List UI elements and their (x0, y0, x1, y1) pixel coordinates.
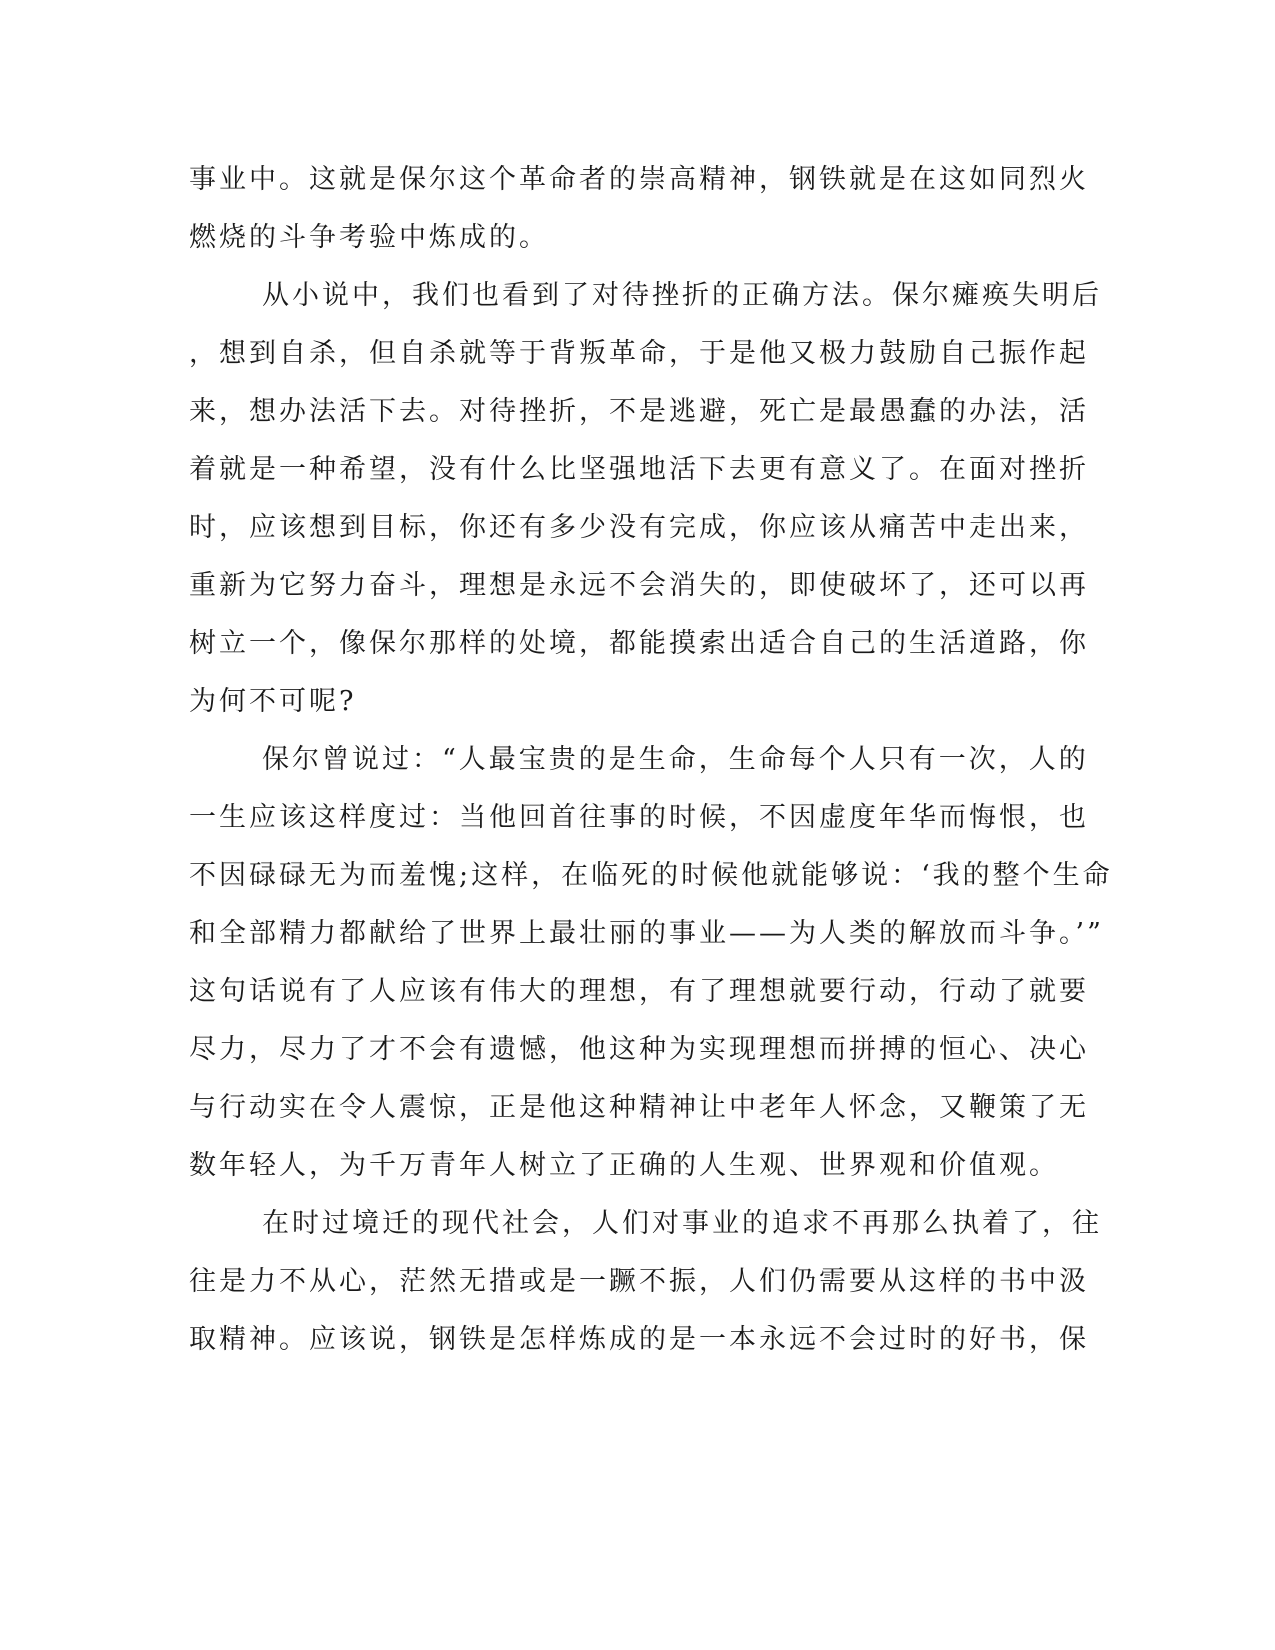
paragraph-line: 重新为它努力奋斗，理想是永远不会消失的，即使破坏了，还可以再 (189, 570, 1089, 601)
paragraph-line: 时，应该想到目标，你还有多少没有完成，你应该从痛苦中走出来， (189, 512, 1089, 543)
paragraph-line: 与行动实在令人震惊，正是他这种精神让中老年人怀念，又鞭策了无 (189, 1092, 1089, 1123)
paragraph-line: 燃烧的斗争考验中炼成的。 (189, 222, 549, 253)
paragraph-line: 尽力，尽力了才不会有遗憾，他这种为实现理想而拼搏的恒心、决心 (189, 1034, 1089, 1065)
paragraph-line: ，想到自杀，但自杀就等于背叛革命，于是他又极力鼓励自己振作起 (189, 338, 1089, 369)
paragraph-line: 为何不可呢? (189, 686, 357, 717)
paragraph-line: 不因碌碌无为而羞愧;这样，在临死的时候他就能够说：‘我的整个生命 (189, 860, 1113, 891)
paragraph-line: 和全部精力都献给了世界上最壮丽的事业——为人类的解放而斗争。’” (189, 918, 1104, 949)
paragraph-line: 往是力不从心，茫然无措或是一蹶不振，人们仍需要从这样的书中汲 (189, 1266, 1089, 1297)
paragraph-line: 树立一个，像保尔那样的处境，都能摸索出适合自己的生活道路，你 (189, 628, 1089, 659)
paragraph-line: 数年轻人，为千万青年人树立了正确的人生观、世界观和价值观。 (189, 1150, 1059, 1181)
paragraph-line: 事业中。这就是保尔这个革命者的崇高精神，钢铁就是在这如同烈火 (189, 164, 1089, 195)
paragraph-line: 一生应该这样度过：当他回首往事的时候，不因虚度年华而悔恨，也 (189, 802, 1089, 833)
paragraph-line: 取精神。应该说，钢铁是怎样炼成的是一本永远不会过时的好书，保 (189, 1324, 1089, 1355)
paragraph-line: 这句话说有了人应该有伟大的理想，有了理想就要行动，行动了就要 (189, 976, 1089, 1007)
paragraph-first-line: 在时过境迁的现代社会，人们对事业的追求不再那么执着了，往 (262, 1208, 1102, 1239)
paragraph-line: 来，想办法活下去。对待挫折，不是逃避，死亡是最愚蠢的办法，活 (189, 396, 1089, 427)
paragraph-first-line: 从小说中，我们也看到了对待挫折的正确方法。保尔瘫痪失明后 (262, 280, 1102, 311)
paragraph-line: 着就是一种希望，没有什么比坚强地活下去更有意义了。在面对挫折 (189, 454, 1089, 485)
paragraph-first-line: 保尔曾说过：“人最宝贵的是生命，生命每个人只有一次，人的 (262, 744, 1089, 775)
